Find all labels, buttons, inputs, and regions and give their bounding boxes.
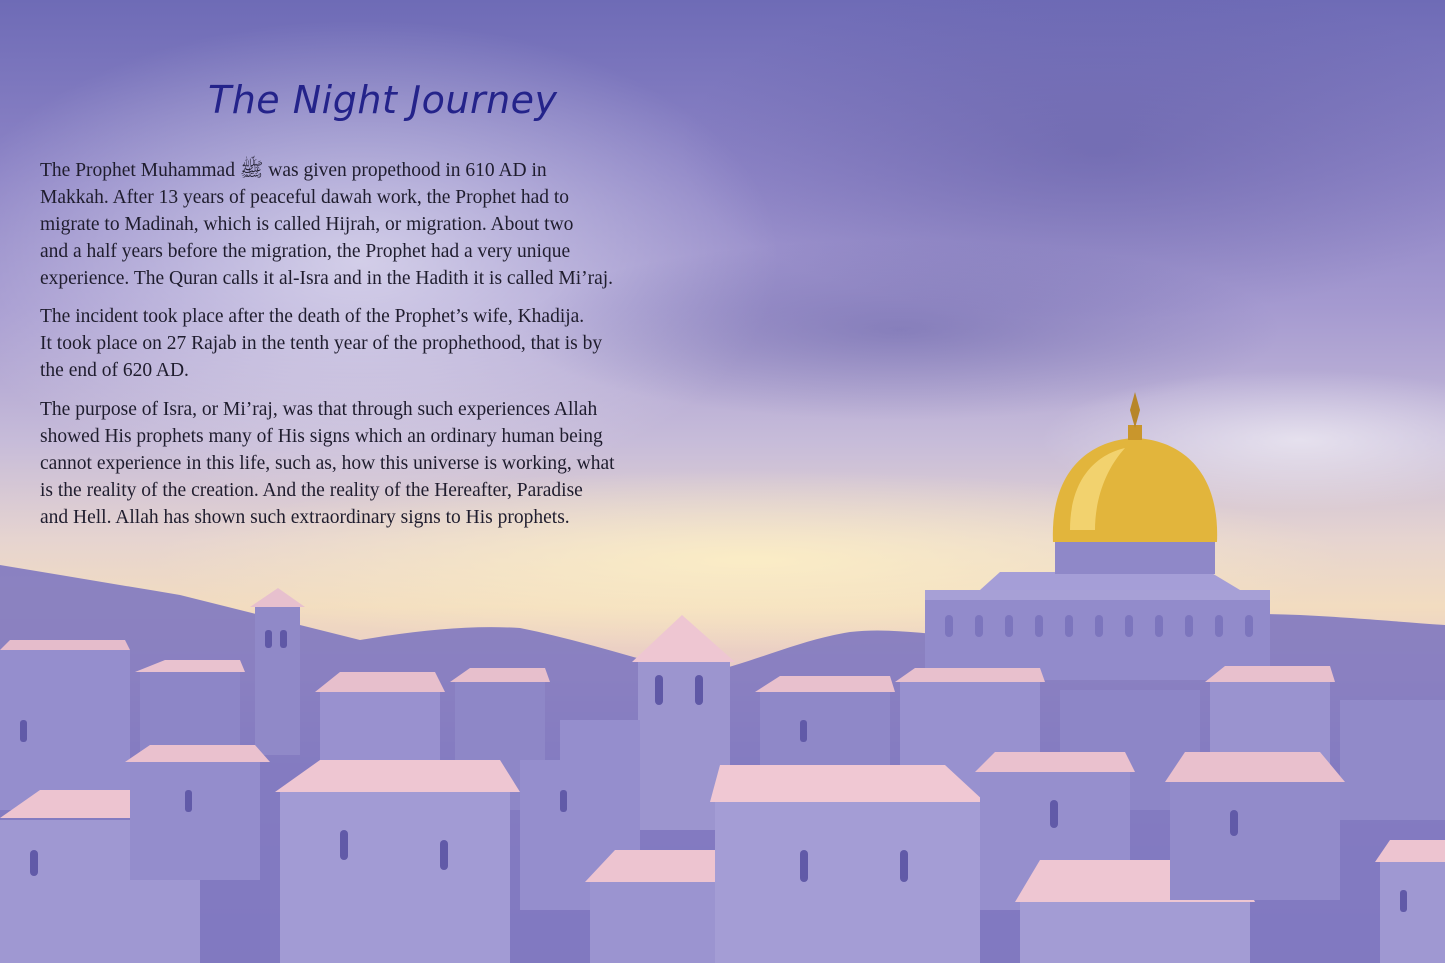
page-title: The Night Journey xyxy=(208,78,558,122)
paragraph-incident xyxy=(40,303,680,384)
text-line: experience. The Quran calls it al-Isra and in the Hadith it is called Mi’raj. xyxy=(40,268,614,289)
text-line: migrate to Madinah, which is called Hijrah, or migration. About two xyxy=(40,214,574,235)
dome-of-the-rock xyxy=(925,392,1270,680)
text-line: The purpose of Isra, or Mi’raj, was that through such experiences Allah xyxy=(40,399,598,420)
text-line: the end of 620 AD. xyxy=(40,360,189,381)
text-line: showed His prophets many of His signs which an ordinary human being xyxy=(40,426,603,447)
text-line: and a half years before the migration, the Prophet had a very unique xyxy=(40,241,571,262)
text-line: and Hell. Allah has shown such extraordinary signs to His prophets. xyxy=(40,507,570,528)
text-line: cannot experience in this life, such as, how this universe is working, what xyxy=(40,453,615,474)
text-line: is the reality of the creation. And the reality of the Hereafter, Paradise xyxy=(40,480,583,501)
paragraph-prophethood xyxy=(40,157,680,292)
text-line: Makkah. After 13 years of peaceful dawah work, the Prophet had to xyxy=(40,187,570,208)
text-line: The Prophet Muhammad ﷺ was given propethood in 610 AD in xyxy=(40,160,547,181)
text-line: The incident took place after the death of the Prophet’s wife, Khadija. xyxy=(40,306,585,327)
text-line: It took place on 27 Rajab in the tenth year of the prophethood, that is by xyxy=(40,333,603,354)
paragraph-purpose xyxy=(40,396,680,531)
